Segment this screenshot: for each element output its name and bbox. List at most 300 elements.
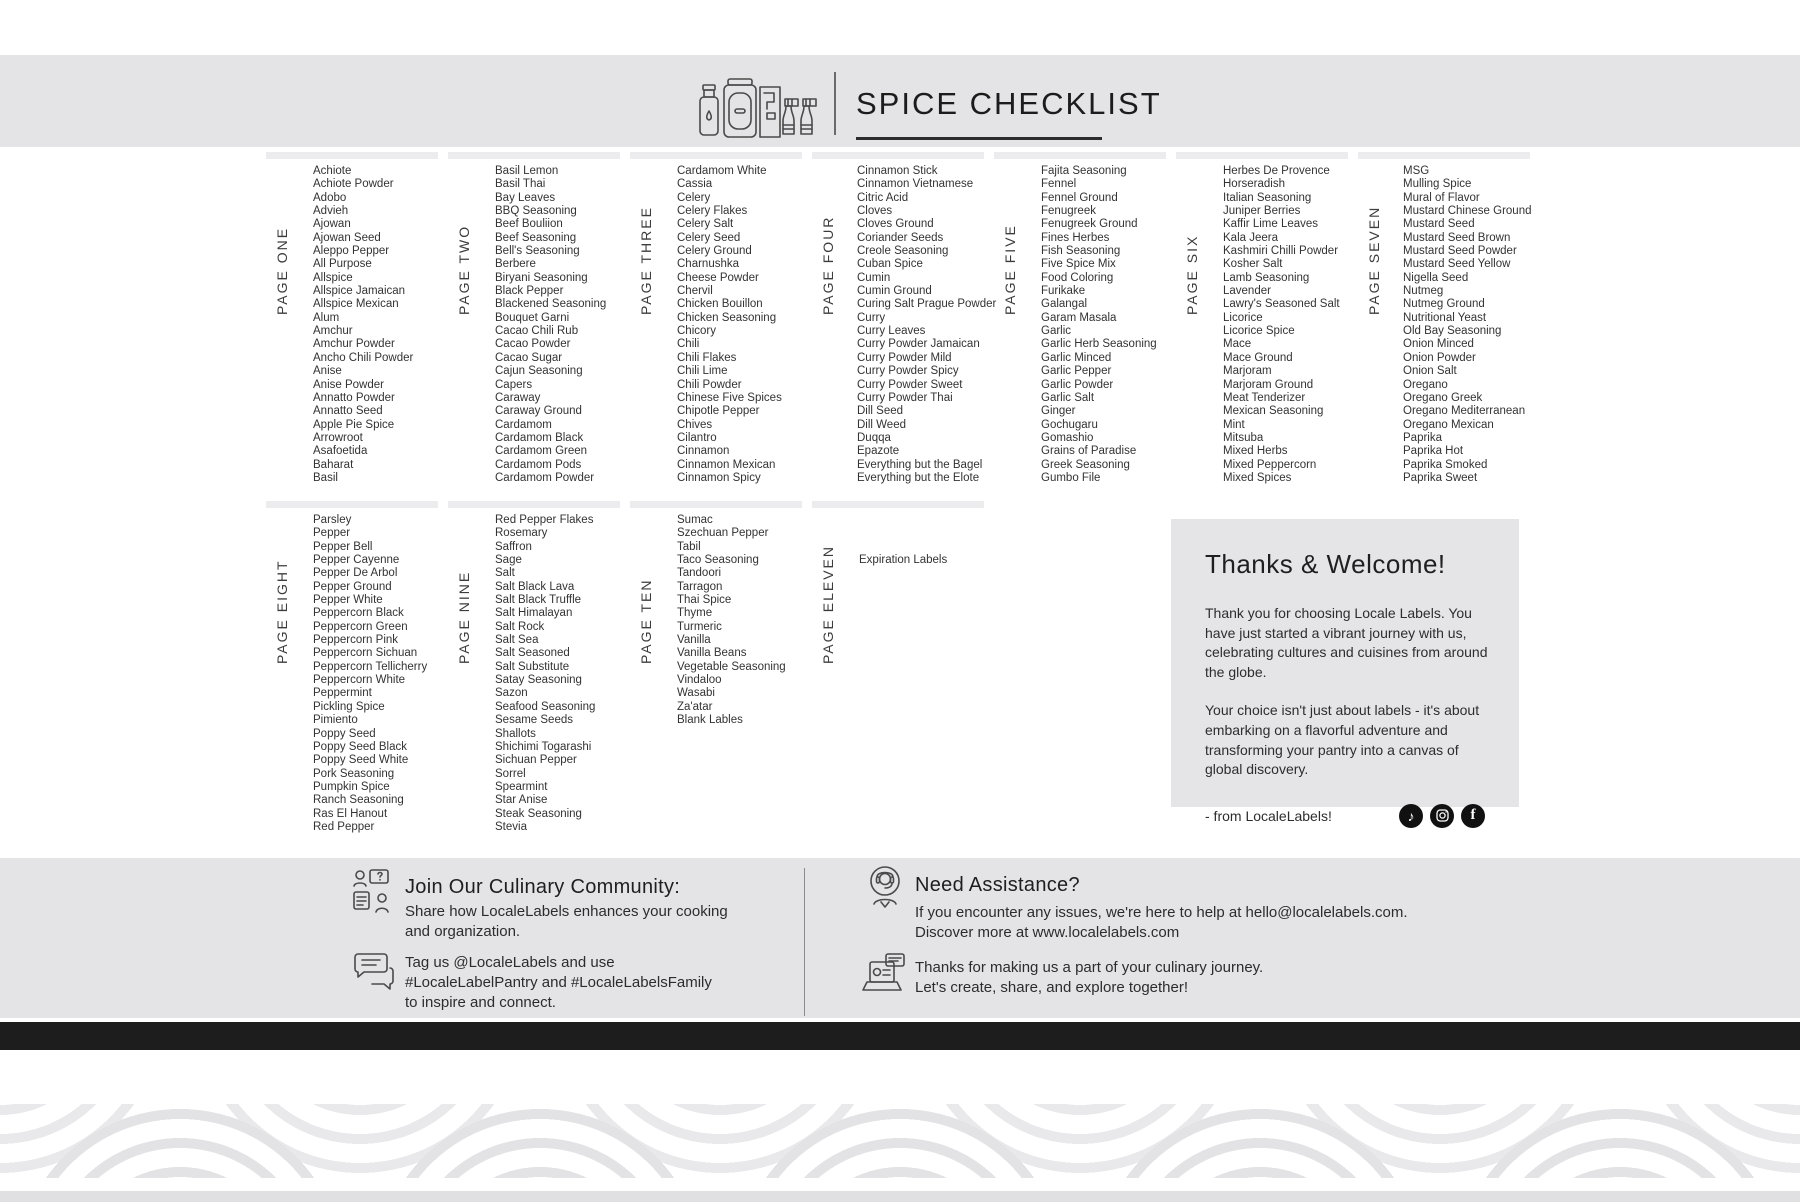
spice-item: Nutmeg bbox=[1403, 285, 1444, 298]
spice-item: Cardamom White bbox=[677, 165, 767, 177]
spice-item: Dill Weed bbox=[857, 418, 906, 431]
spice-item: Epazote bbox=[857, 445, 900, 458]
spice-item: Mulling Spice bbox=[1403, 178, 1472, 191]
spice-item: Sumac bbox=[677, 514, 713, 526]
spice-item: Amchur bbox=[313, 325, 353, 338]
spice-item: Blackened Seasoning bbox=[495, 298, 607, 311]
spice-item: Shichimi Togarashi bbox=[495, 740, 592, 753]
spice-item: MSG bbox=[1403, 165, 1430, 177]
spice-item: Aleppo Pepper bbox=[313, 245, 390, 258]
spice-item: Shallots bbox=[495, 727, 536, 740]
spice-item: Chicken Bouillon bbox=[677, 298, 763, 311]
spice-item: Curry Powder Thai bbox=[857, 391, 953, 404]
spice-list bbox=[838, 514, 947, 664]
spice-item: Gochugaru bbox=[1041, 418, 1098, 431]
spice-item: Black Pepper bbox=[495, 285, 564, 298]
spice-item: Sazon bbox=[495, 687, 528, 700]
spice-item: Anise bbox=[313, 365, 342, 378]
spice-item: Cheese Powder bbox=[677, 271, 759, 284]
spice-item: Chicory bbox=[677, 325, 716, 338]
column-top-bar bbox=[448, 501, 620, 508]
spice-item: Garlic bbox=[1041, 325, 1072, 338]
spice-item: Peppermint bbox=[313, 687, 372, 700]
column-top-bar bbox=[630, 152, 802, 159]
thanks-title: Thanks & Welcome! bbox=[1205, 549, 1446, 579]
spice-item: Ranch Seasoning bbox=[313, 794, 404, 807]
spice-item: Beef Seasoning bbox=[495, 231, 577, 244]
page-four-column bbox=[812, 152, 997, 485]
spice-item: Saffron bbox=[495, 540, 532, 553]
support-agent-icon bbox=[862, 864, 908, 914]
spice-item: Kaffir Lime Leaves bbox=[1223, 218, 1319, 231]
spice-item: Cinnamon Stick bbox=[857, 165, 938, 177]
tiktok-icon[interactable]: ♪ bbox=[1399, 804, 1423, 828]
spice-item: Red Pepper bbox=[313, 820, 375, 833]
spice-item: BBQ Seasoning bbox=[495, 205, 577, 218]
spice-item: Peppercorn White bbox=[313, 674, 406, 687]
spice-item: Ancho Chili Powder bbox=[313, 351, 414, 364]
spice-item: Stevia bbox=[495, 820, 527, 833]
spice-item: Creole Seasoning bbox=[857, 245, 949, 258]
spice-item: Chili Lime bbox=[677, 365, 728, 378]
spice-item: Pork Seasoning bbox=[313, 767, 395, 780]
spice-item: Fenugreek Ground bbox=[1041, 218, 1138, 231]
spice-item: Chili Powder bbox=[677, 378, 742, 391]
spice-item: Asafoetida bbox=[313, 445, 368, 458]
spice-item: Arrowroot bbox=[313, 431, 363, 444]
spice-item: Rosemary bbox=[495, 527, 548, 540]
page-five-column bbox=[994, 152, 1166, 485]
spice-item: Peppercorn Green bbox=[313, 620, 408, 633]
community-tag-text: Tag us @LocaleLabels and use #LocaleLabelPantry and #LocaleLabelsFamily to inspire and connect. bbox=[405, 954, 712, 1011]
spice-item: Fajita Seasoning bbox=[1041, 165, 1127, 177]
column-top-bar bbox=[994, 152, 1166, 159]
spice-item: Pepper De Arbol bbox=[313, 567, 398, 580]
spice-item: Turmeric bbox=[677, 620, 722, 633]
spice-item: Allspice Jamaican bbox=[313, 285, 406, 298]
spice-item: Fennel Ground bbox=[1041, 191, 1118, 204]
spice-item: Alum bbox=[313, 311, 340, 324]
spice-item: Parsley bbox=[313, 514, 352, 526]
spice-item: Mustard Seed Yellow bbox=[1403, 258, 1511, 271]
spice-list bbox=[836, 165, 996, 485]
spice-item: Cumin bbox=[857, 271, 891, 284]
spice-item: Cumin Ground bbox=[857, 285, 932, 298]
spice-item: Everything but the Elote bbox=[857, 471, 980, 484]
spice-item: Mustard Seed Brown bbox=[1403, 231, 1511, 244]
spice-item: Cloves bbox=[857, 205, 893, 218]
spice-list bbox=[474, 165, 606, 485]
spice-list bbox=[1382, 165, 1531, 485]
spice-item: Capers bbox=[495, 378, 533, 391]
thanks-paragraph-1: Thank you for choosing Locale Labels. You have just started a vibrant journey with us, celebrating cultures and cuisines from around the globe. bbox=[1205, 605, 1488, 680]
spice-item: Onion Powder bbox=[1403, 351, 1476, 364]
spice-item: Szechuan Pepper bbox=[677, 527, 769, 540]
assistance-line1: If you encounter any issues, we're here to help at hello@localelabels.com. bbox=[915, 904, 1408, 921]
spice-item: Wasabi bbox=[677, 687, 715, 700]
spice-item: Peppercorn Tellicherry bbox=[313, 660, 428, 673]
spice-item: Allspice Mexican bbox=[313, 298, 399, 311]
spice-item: Curry Leaves bbox=[857, 325, 926, 338]
spice-item: Salt Black Lava bbox=[495, 580, 575, 593]
spice-list bbox=[656, 514, 786, 728]
spice-item: Oregano Greek bbox=[1403, 391, 1483, 404]
spice-item: Cinnamon Mexican bbox=[677, 458, 776, 471]
spice-item: Food Coloring bbox=[1041, 271, 1114, 284]
spice-item: Curry Powder Spicy bbox=[857, 365, 959, 378]
thanks-signature: - from LocaleLabels! bbox=[1205, 807, 1332, 824]
spice-item: Salt Rock bbox=[495, 620, 545, 633]
spice-item: Sage bbox=[495, 554, 522, 567]
spice-item: All Purpose bbox=[313, 258, 372, 271]
spice-item: Vindaloo bbox=[677, 674, 722, 687]
thanks-paragraph-2: Your choice isn't just about labels - it's about embarking on a flavorful adventure and transforming your pantry into a canvas of global discovery. bbox=[1205, 702, 1480, 778]
spice-item: Garam Masala bbox=[1041, 311, 1117, 324]
page-label: PAGE TEN bbox=[638, 578, 654, 664]
spice-item: Salt bbox=[495, 567, 515, 580]
spice-item: Furikake bbox=[1041, 285, 1086, 298]
spice-item: Pepper Cayenne bbox=[313, 554, 400, 567]
page-ten-column bbox=[630, 501, 802, 834]
spice-item: Kala Jeera bbox=[1223, 231, 1278, 244]
spice-item: Dill Seed bbox=[857, 405, 904, 418]
assistance-thanks-text bbox=[915, 958, 1435, 998]
spice-jars-logo-icon bbox=[698, 77, 818, 139]
spice-item: Allspice bbox=[313, 271, 353, 284]
spice-item: Cardamom Black bbox=[495, 431, 584, 444]
spice-item: Cinnamon Spicy bbox=[677, 471, 761, 484]
spice-item: Mixed Peppercorn bbox=[1223, 458, 1317, 471]
spice-item: Cuban Spice bbox=[857, 258, 923, 271]
footer-divider bbox=[804, 868, 805, 1016]
spice-item: Paprika bbox=[1403, 431, 1442, 444]
spice-item: Oregano bbox=[1403, 378, 1448, 391]
column-top-bar bbox=[266, 152, 438, 159]
header-divider bbox=[834, 72, 836, 135]
spice-item: Chili bbox=[677, 338, 700, 351]
spice-item: Chili Flakes bbox=[677, 351, 737, 364]
thanks-welcome-box bbox=[1171, 519, 1519, 824]
checklist-row-one bbox=[266, 152, 1530, 485]
column-top-bar bbox=[448, 152, 620, 159]
spice-item: Ras El Hanout bbox=[313, 807, 388, 820]
spice-item: Basil Thai bbox=[495, 178, 546, 191]
spice-item: Bay Leaves bbox=[495, 191, 556, 204]
chat-bubbles-icon bbox=[352, 950, 398, 996]
spice-list bbox=[292, 165, 413, 485]
facebook-icon[interactable]: f bbox=[1461, 804, 1485, 828]
spice-item: Garlic Salt bbox=[1041, 391, 1095, 404]
spice-item: Cinnamon Vietnamese bbox=[857, 178, 974, 191]
spice-item: Celery Salt bbox=[677, 218, 734, 231]
spice-item: Meat Tenderizer bbox=[1223, 391, 1306, 404]
spice-item: Chipotle Pepper bbox=[677, 405, 760, 418]
spice-item: Advieh bbox=[313, 205, 349, 218]
page-eight-column bbox=[266, 501, 438, 834]
spice-item: Mint bbox=[1223, 418, 1245, 431]
spice-item: Cloves Ground bbox=[857, 218, 934, 231]
assistance-line2: Discover more at www.localelabels.com bbox=[915, 924, 1180, 941]
spice-item: Fenugreek bbox=[1041, 205, 1096, 218]
spice-item: Cardamom Green bbox=[495, 445, 588, 458]
spice-item: Nutmeg Ground bbox=[1403, 298, 1485, 311]
black-divider-bar bbox=[0, 1022, 1800, 1050]
spice-item: Pepper White bbox=[313, 594, 383, 607]
column-top-bar bbox=[1176, 152, 1348, 159]
spice-item: Salt Black Truffle bbox=[495, 594, 582, 607]
page-label: PAGE NINE bbox=[456, 570, 472, 664]
page-label: PAGE ELEVEN bbox=[820, 544, 836, 664]
spice-item: Cardamom Pods bbox=[495, 458, 582, 471]
spice-item: Red Pepper Flakes bbox=[495, 514, 594, 526]
page-label: PAGE FIVE bbox=[1002, 224, 1018, 315]
spice-item: Cassia bbox=[677, 178, 713, 191]
page-label: PAGE TWO bbox=[456, 224, 472, 315]
spice-item: Mace Ground bbox=[1223, 351, 1293, 364]
spice-item: Oregano Mediterranean bbox=[1403, 405, 1526, 418]
page-label: PAGE EIGHT bbox=[274, 559, 290, 664]
spice-item: Five Spice Mix bbox=[1041, 258, 1116, 271]
spice-item: Kashmiri Chilli Powder bbox=[1223, 245, 1339, 258]
page-label: PAGE ONE bbox=[274, 226, 290, 315]
spice-item: Paprika Sweet bbox=[1403, 471, 1478, 484]
spice-item: Pumpkin Spice bbox=[313, 780, 390, 793]
spice-item: Greek Seasoning bbox=[1041, 458, 1130, 471]
spice-item: Marjoram bbox=[1223, 365, 1272, 378]
spice-item: Lawry's Seasoned Salt bbox=[1223, 298, 1340, 311]
spice-item: Paprika Hot bbox=[1403, 445, 1464, 458]
spice-item: Marjoram Ground bbox=[1223, 378, 1314, 391]
community-title: Join Our Culinary Community: bbox=[405, 876, 681, 898]
spice-item: Kosher Salt bbox=[1223, 258, 1283, 271]
spice-item: Horseradish bbox=[1223, 178, 1285, 191]
spice-item: Steak Seasoning bbox=[495, 807, 582, 820]
spice-item: Mixed Herbs bbox=[1223, 445, 1288, 458]
spice-item: Vegetable Seasoning bbox=[677, 660, 786, 673]
spice-item: Blank Lables bbox=[677, 714, 743, 727]
spice-item: Beef Bouliion bbox=[495, 218, 563, 231]
spice-item: Vanilla bbox=[677, 634, 711, 647]
laptop-message-icon bbox=[862, 952, 908, 996]
spice-item: Basil bbox=[313, 471, 338, 484]
page-label: PAGE SEVEN bbox=[1366, 205, 1382, 315]
assistance-line3: Thanks for making us a part of your culinary journey. bbox=[915, 959, 1264, 976]
spice-item: Star Anise bbox=[495, 794, 548, 807]
spice-item: Thyme bbox=[677, 607, 713, 620]
spice-item: Curry Powder Mild bbox=[857, 351, 952, 364]
instagram-icon[interactable] bbox=[1430, 804, 1454, 828]
assistance-line4: Let's create, share, and explore together! bbox=[915, 979, 1189, 996]
spice-item: Salt Substitute bbox=[495, 660, 570, 673]
spice-item: Chives bbox=[677, 418, 713, 431]
page-label: PAGE SIX bbox=[1184, 234, 1200, 315]
spice-item: Oregano Mexican bbox=[1403, 418, 1494, 431]
spice-item: Bouquet Garni bbox=[495, 311, 570, 324]
spice-list bbox=[474, 514, 595, 834]
spice-item: Curry Powder Jamaican bbox=[857, 338, 980, 351]
spice-item: Nutritional Yeast bbox=[1403, 311, 1487, 324]
spice-item: Citric Acid bbox=[857, 191, 909, 204]
spice-item: Coriander Seeds bbox=[857, 231, 944, 244]
spice-item: Tandoori bbox=[677, 567, 722, 580]
page-three-column bbox=[630, 152, 802, 485]
spice-item: Everything but the Bagel bbox=[857, 458, 983, 471]
spice-item: Caraway Ground bbox=[495, 405, 582, 418]
column-top-bar bbox=[266, 501, 438, 508]
spice-item: Garlic Minced bbox=[1041, 351, 1112, 364]
spice-item: Juniper Berries bbox=[1223, 205, 1301, 218]
spice-item: Celery bbox=[677, 191, 711, 204]
title-underline bbox=[856, 137, 1102, 140]
spice-item: Lamb Seasoning bbox=[1223, 271, 1310, 284]
community-body: Share how LocaleLabels enhances your cooking and organization. bbox=[405, 903, 728, 940]
spice-item: Ajowan bbox=[313, 218, 351, 231]
spice-item: Gumbo File bbox=[1041, 471, 1101, 484]
page-nine-column bbox=[448, 501, 620, 834]
spice-item: Cacao Sugar bbox=[495, 351, 563, 364]
spice-item: Expiration Labels bbox=[859, 554, 948, 566]
spice-item: Salt Sea bbox=[495, 634, 539, 647]
spice-item: Cajun Seasoning bbox=[495, 365, 583, 378]
spice-item: Thai Spice bbox=[677, 594, 732, 607]
spice-item: Biryani Seasoning bbox=[495, 271, 588, 284]
spice-item: Curing Salt Prague Powder bbox=[857, 298, 997, 311]
page-label: PAGE FOUR bbox=[820, 215, 836, 315]
page-six-column bbox=[1176, 152, 1348, 485]
spice-item: Poppy Seed White bbox=[313, 754, 409, 767]
spice-item: Tarragon bbox=[677, 580, 723, 593]
spice-item: Old Bay Seasoning bbox=[1403, 325, 1502, 338]
spice-item: Lavender bbox=[1223, 285, 1271, 298]
column-top-bar bbox=[812, 152, 984, 159]
spice-item: Annatto Seed bbox=[313, 405, 383, 418]
spice-item: Galangal bbox=[1041, 298, 1088, 311]
spice-item: Pepper Ground bbox=[313, 580, 392, 593]
spice-item: Chervil bbox=[677, 285, 713, 298]
spice-item: Mace bbox=[1223, 338, 1252, 351]
spice-item: Charnushka bbox=[677, 258, 740, 271]
spice-item: Cilantro bbox=[677, 431, 717, 444]
spice-item: Ajowan Seed bbox=[313, 231, 381, 244]
column-top-bar bbox=[812, 501, 984, 508]
spice-item: Fines Herbes bbox=[1041, 231, 1110, 244]
spice-item: Berbere bbox=[495, 258, 536, 271]
spice-item: Pimiento bbox=[313, 714, 358, 727]
spice-item: Za'atar bbox=[677, 700, 713, 713]
spice-item: Mural of Flavor bbox=[1403, 191, 1480, 204]
column-top-bar bbox=[1358, 152, 1530, 159]
spice-item: Poppy Seed bbox=[313, 727, 376, 740]
spice-item: Chinese Five Spices bbox=[677, 391, 782, 404]
page-seven-column bbox=[1358, 152, 1530, 485]
spice-item: Chicken Seasoning bbox=[677, 311, 777, 324]
spice-item: Italian Seasoning bbox=[1223, 191, 1312, 204]
spice-item: Curry bbox=[857, 311, 886, 324]
spice-item: Herbes De Provence bbox=[1223, 165, 1330, 177]
spice-item: Salt Himalayan bbox=[495, 607, 573, 620]
spice-item: Satay Seasoning bbox=[495, 674, 582, 687]
checklist-row-two bbox=[266, 501, 984, 834]
spice-item: Tabil bbox=[677, 540, 701, 553]
wave-pattern-decoration bbox=[0, 1104, 1800, 1178]
spice-item: Peppercorn Black bbox=[313, 607, 404, 620]
spice-list bbox=[292, 514, 427, 834]
spice-item: Mustard Seed bbox=[1403, 218, 1475, 231]
spice-item: Baharat bbox=[313, 458, 354, 471]
spice-item: Apple Pie Spice bbox=[313, 418, 395, 431]
spice-item: Licorice bbox=[1223, 311, 1263, 324]
spice-item: Annatto Powder bbox=[313, 391, 395, 404]
spice-item: Curry Powder Sweet bbox=[857, 378, 963, 391]
spice-item: Amchur Powder bbox=[313, 338, 395, 351]
spice-item: Sorrel bbox=[495, 767, 526, 780]
spice-item: Pepper bbox=[313, 527, 351, 540]
spice-item: Cacao Powder bbox=[495, 338, 571, 351]
spice-item: Basil Lemon bbox=[495, 165, 559, 177]
spice-item: Cardamom bbox=[495, 418, 552, 431]
spice-item: Anise Powder bbox=[313, 378, 384, 391]
spice-item: Sesame Seeds bbox=[495, 714, 573, 727]
spice-item: Peppercorn Pink bbox=[313, 634, 399, 647]
spice-item: Onion Salt bbox=[1403, 365, 1457, 378]
bottom-gray-strip bbox=[0, 1191, 1800, 1202]
column-top-bar bbox=[630, 501, 802, 508]
spice-item: Pepper Bell bbox=[313, 540, 373, 553]
social-icons bbox=[1399, 804, 1485, 828]
spice-item: Celery Ground bbox=[677, 245, 752, 258]
spice-item: Seafood Seasoning bbox=[495, 700, 596, 713]
assistance-title: Need Assistance? bbox=[915, 874, 1080, 896]
spice-item: Salt Seasoned bbox=[495, 647, 570, 660]
page-eleven-column bbox=[812, 501, 984, 834]
spice-item: Paprika Smoked bbox=[1403, 458, 1488, 471]
spice-item: Achiote Powder bbox=[313, 178, 394, 191]
spice-item: Celery Flakes bbox=[677, 205, 748, 218]
spice-item: Celery Seed bbox=[677, 231, 741, 244]
assistance-help-text bbox=[915, 903, 1475, 943]
spice-item: Peppercorn Sichuan bbox=[313, 647, 418, 660]
spice-item: Grains of Paradise bbox=[1041, 445, 1137, 458]
spice-item: Mustard Seed Powder bbox=[1403, 245, 1517, 258]
page-two-column bbox=[448, 152, 620, 485]
spice-item: Garlic Pepper bbox=[1041, 365, 1112, 378]
spice-item: Pickling Spice bbox=[313, 700, 385, 713]
spice-item: Garlic Herb Seasoning bbox=[1041, 338, 1157, 351]
spice-item: Poppy Seed Black bbox=[313, 740, 407, 753]
spice-item: Gomashio bbox=[1041, 431, 1094, 444]
spice-item: Mexican Seasoning bbox=[1223, 405, 1324, 418]
spice-item: Adobo bbox=[313, 191, 347, 204]
spice-list bbox=[1020, 165, 1157, 485]
spice-item: Cinnamon bbox=[677, 445, 730, 458]
spice-item: Fish Seasoning bbox=[1041, 245, 1121, 258]
spice-item: Bell's Seasoning bbox=[495, 245, 580, 258]
spice-item: Ginger bbox=[1041, 405, 1076, 418]
spice-item: Nigella Seed bbox=[1403, 271, 1469, 284]
spice-item: Vanilla Beans bbox=[677, 647, 747, 660]
spice-item: Achiote bbox=[313, 165, 352, 177]
page-title: SPICE CHECKLIST bbox=[856, 86, 1162, 121]
spice-item: Taco Seasoning bbox=[677, 554, 759, 567]
spice-item: Cardamom Powder bbox=[495, 471, 595, 484]
spice-item: Cacao Chili Rub bbox=[495, 325, 579, 338]
spice-list bbox=[656, 165, 782, 485]
spice-item: Caraway bbox=[495, 391, 541, 404]
spice-list bbox=[1202, 165, 1340, 485]
spice-item: Mustard Chinese Ground bbox=[1403, 205, 1532, 218]
page-label: PAGE THREE bbox=[638, 206, 654, 315]
page-one-column bbox=[266, 152, 438, 485]
